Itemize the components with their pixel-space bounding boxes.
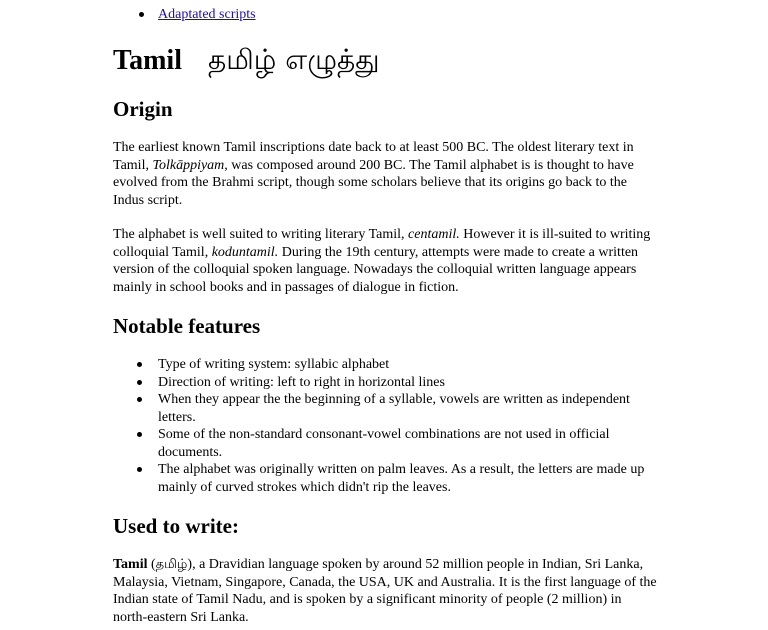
title-latin: Tamil [113, 45, 182, 76]
list-item: Some of the non-standard consonant-vowel combinations are not used in official documents. [113, 426, 658, 461]
list-item: Direction of writing: left to right in horizontal lines [113, 374, 658, 392]
list-item: Type of writing system: syllabic alphabet [113, 356, 658, 374]
tamil-native-word: தமிழ் [155, 557, 188, 572]
page-title [113, 40, 380, 81]
adaptated-scripts-link[interactable]: Adaptated scripts [158, 7, 256, 22]
origin-paragraph-1: The earliest known Tamil inscriptions date back to at least 500 BC. The oldest literary text in Tamil, Tolkāppiyam, was composed around 200 BC. The Tamil alphabet is is thought to have evolved from the Brahmi script, though some scholars believe that its origins go back to the Indus script. [113, 140, 634, 208]
article [113, 0, 658, 625]
used-to-write-paragraph: Tamil (தமிழ்), a Dravidian language spoken by around 52 million people in Indian, Sri Lanka, Malaysia, Vietnam, Singapore, Canada, the USA, UK and Australia. It is the first language of the Indian state of Tamil Nadu, and is spoken by a significant minority of people (2 million) in north-eastern Sri Lanka. [113, 557, 657, 625]
origin-heading: Origin [113, 97, 173, 121]
tolkappiyam-title: Tolkāppiyam [152, 157, 225, 173]
title-native-script: தமிழ் எழுத்து [208, 43, 380, 76]
origin-paragraph-2: The alphabet is well suited to writing literary Tamil, centamil. However it is ill-suited to writing colloquial Tamil, koduntamil. During the 19th century, attempts were made to create a written version of the colloquial spoken language. Nowadays the colloquial written language appears mainly in school books and in passages of dialogue in fiction. [113, 227, 651, 295]
koduntamil-term: koduntamil. [211, 244, 279, 260]
script-nav-list [113, 6, 658, 23]
features-list [113, 356, 658, 496]
centamil-term: centamil. [408, 227, 460, 242]
list-item: When they appear the the beginning of a syllable, vowels are written as independent letters. [113, 391, 658, 426]
list-item [113, 6, 658, 23]
tamil-bold: Tamil [113, 557, 148, 572]
list-item: The alphabet was originally written on palm leaves. As a result, the letters are made up mainly of curved strokes which didn't rip the leaves. [113, 461, 658, 496]
notable-features-heading: Notable features [113, 314, 261, 338]
used-to-write-heading: Used to write: [113, 514, 239, 538]
